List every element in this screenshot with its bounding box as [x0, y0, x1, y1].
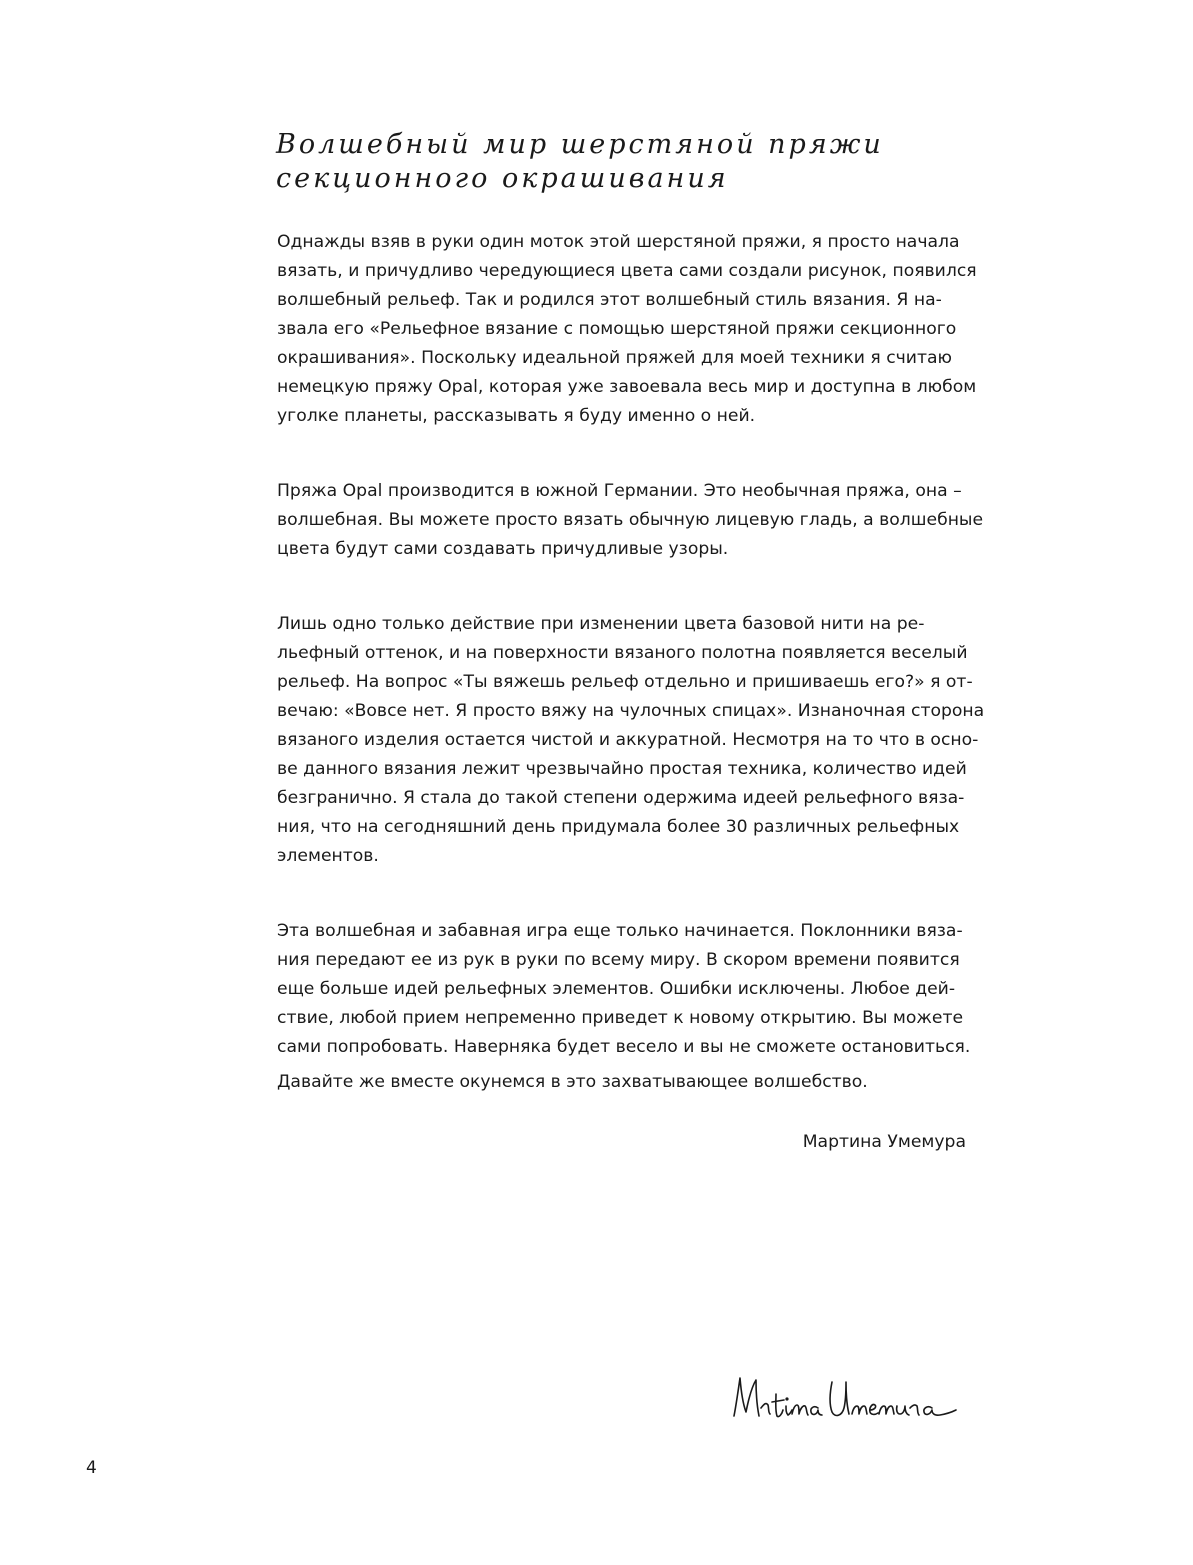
text-line: Давайте же вместе окунемся в это захватывающее волшебство. — [277, 1072, 868, 1092]
body-text — [277, 228, 985, 1097]
text-line: Лишь одно только действие при изменении цвета базовой нити на ре- — [277, 614, 925, 634]
text-line: окрашивания». Поскольку идеальной пряжей для моей техники я считаю — [277, 348, 952, 368]
text-line: волшебный рельеф. Так и родился этот волшебный стиль вязания. Я на- — [277, 290, 942, 310]
text-line: Пряжа Opal производится в южной Германии. Это необычная пряжа, она – — [277, 481, 962, 501]
paragraph-1 — [277, 228, 977, 431]
signature — [728, 1372, 960, 1430]
title-line-1: Волшебный мир шерстяной пряжи — [276, 129, 884, 160]
author-name: Мартина Умемура — [802, 1132, 966, 1152]
text-line: еще больше идей рельефных элементов. Ошибки исключены. Любое дей- — [277, 979, 956, 999]
text-line: рельеф. На вопрос «Ты вяжешь рельеф отдельно и пришиваешь его?» я от- — [277, 672, 973, 692]
title-line-2: секционного окрашивания — [276, 163, 729, 194]
text-line: ствие, любой прием непременно приведет к новому открытию. Вы можете — [277, 1008, 964, 1028]
text-line: Однажды взяв в руки один моток этой шерстяной пряжи, я просто начала — [277, 232, 960, 252]
text-line: ния, что на сегодняшний день придумала более 30 различных рельефных — [277, 817, 960, 837]
text-line: немецкую пряжу Opal, которая уже завоевала весь мир и доступна в любом — [277, 377, 977, 397]
text-line: вязаного изделия остается чистой и аккуратной. Несмотря на то что в осно- — [277, 730, 979, 750]
paragraph-5 — [277, 1068, 977, 1097]
paragraph-2 — [277, 477, 984, 564]
page-title — [276, 128, 996, 196]
text-line: ния передают ее из рук в руки по всему миру. В скором времени появится — [277, 950, 960, 970]
text-line: вязать, и причудливо чередующиеся цвета сами создали рисунок, появился — [277, 261, 977, 281]
text-line: уголке планеты, рассказывать я буду именно о ней. — [277, 406, 756, 426]
text-line: Эта волшебная и забавная игра еще только начинается. Поклонники вяза- — [277, 921, 963, 941]
page-number: 4 — [86, 1458, 97, 1478]
paragraph-3 — [277, 610, 985, 871]
text-line: льефный оттенок, и на поверхности вязаного полотна появляется веселый — [277, 643, 968, 663]
text-line: безгранично. Я стала до такой степени одержима идеей рельефного вяза- — [277, 788, 965, 808]
text-line: вечаю: «Вовсе нет. Я просто вяжу на чулочных спицах». Изнаночная сторона — [277, 701, 985, 721]
text-line: элементов. — [277, 846, 379, 866]
text-line: ве данного вязания лежит чрезвычайно простая техника, количество идей — [277, 759, 967, 779]
paragraph-4 — [277, 917, 977, 1062]
text-line: звала его «Рельефное вязание с помощью шерстяной пряжи секционного — [277, 319, 957, 339]
text-line: цвета будут сами создавать причудливые узоры. — [277, 539, 729, 559]
text-line: волшебная. Вы можете просто вязать обычную лицевую гладь, а волшебные — [277, 510, 984, 530]
text-line: сами попробовать. Наверняка будет весело и вы не сможете остановиться. — [277, 1037, 971, 1057]
